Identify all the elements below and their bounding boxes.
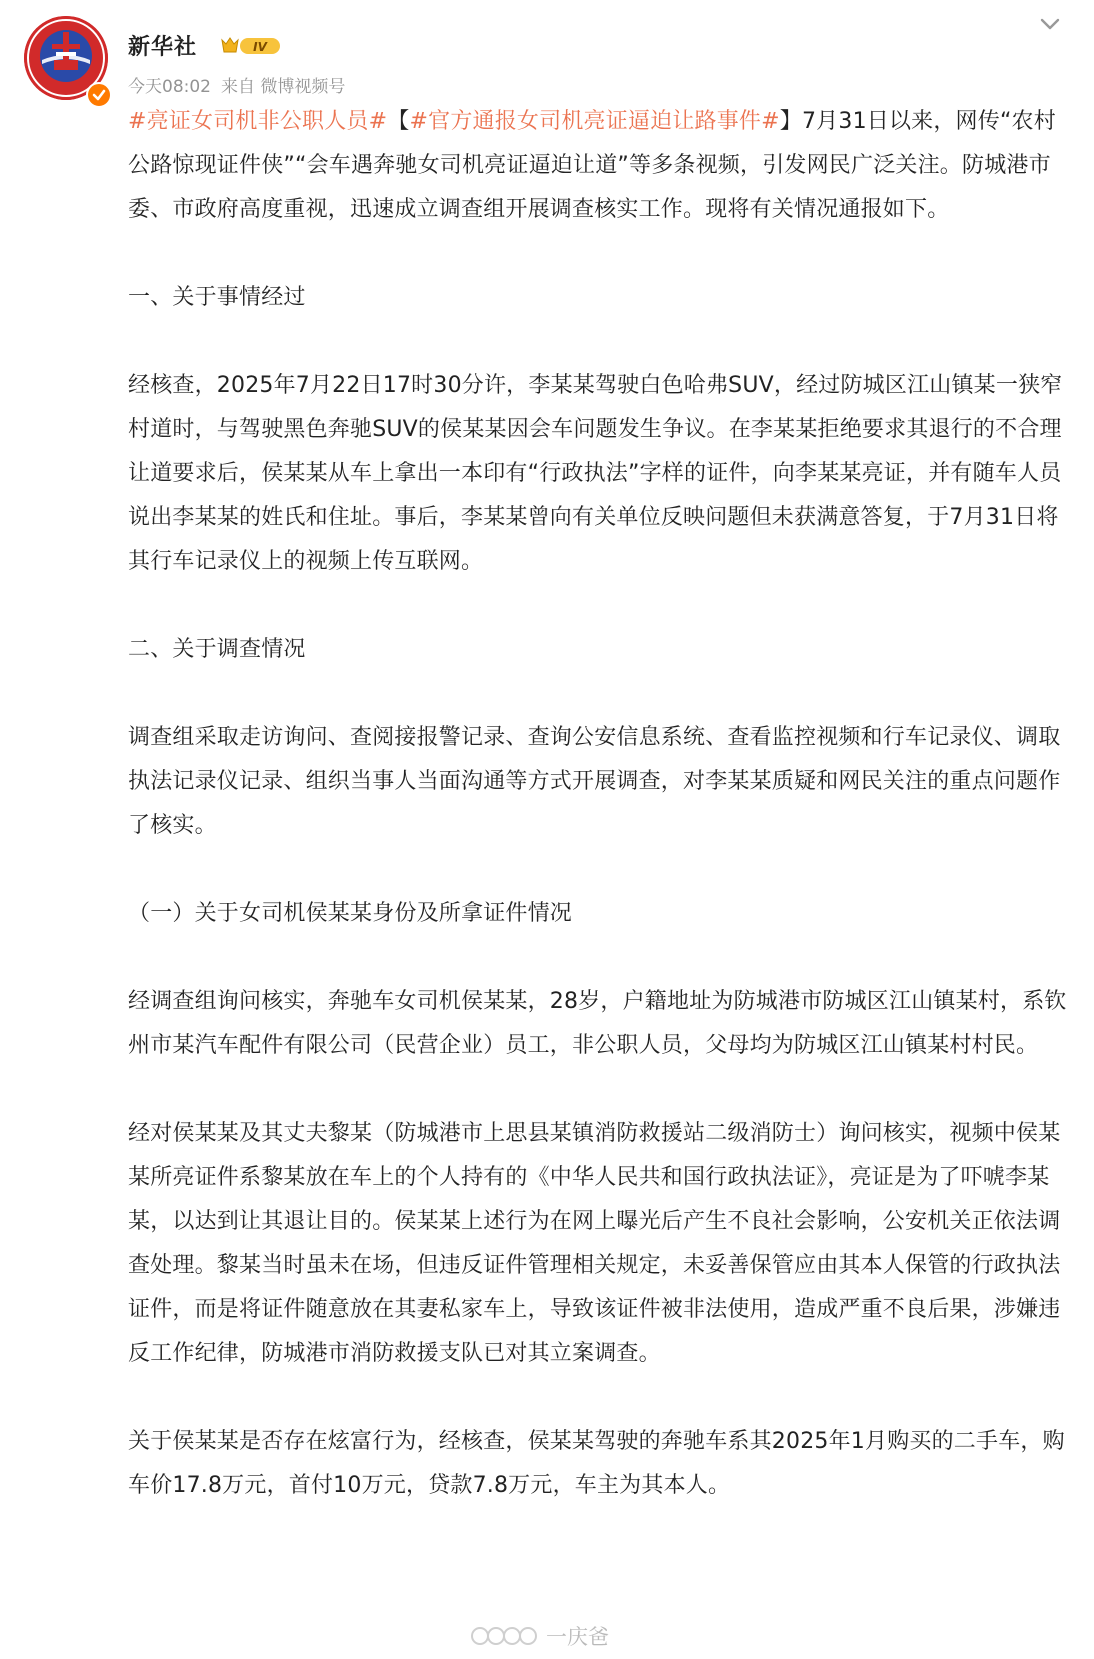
watermark-text: 一庆爸 [546,1625,609,1649]
paragraph: 关于侯某某是否存在炫富行为，经核查，侯某某驾驶的奔驰车系其2025年1月购买的二手车，购车价17.8万元，首付10万元，贷款7.8万元，车主为其本人。 [128,1429,1065,1498]
post-source[interactable]: 来自 微博视频号 [221,77,346,97]
post-meta [128,72,345,97]
hashtag-link[interactable]: #官方通报女司机亮证逼迫让路事件# [409,109,780,134]
post-time: 今天08:02 [128,77,211,97]
post-body [128,100,1074,1552]
paragraph: 经对侯某某及其丈夫黎某（防城港市上思县某镇消防救援站二级消防士）询问核实，视频中侯某某所亮证件系黎某放在车上的个人持有的《中华人民共和国行政执法证》，亮证是为了吓唬李某某，以达到让其退让目的。侯某某上述行为在网上曝光后产生不良社会影响，公安机关正依法调查处理。黎某当时虽未在场，但违反证件管理相关规定，未妥善保管应由其本人保管的行政执法证件，而是将证件随意放在其妻私家车上，导致该证件被非法使用，造成严重不良后果，涉嫌违反工作纪律，防城港市消防救援支队已对其立案调查。 [128,1121,1061,1366]
author-name[interactable]: 新华社 [128,35,198,60]
paragraph: 经核查，2025年7月22日17时30分许，李某某驾驶白色哈弗SUV，经过防城区江山镇某一狭窄村道时，与驾驶黑色奔驰SUV的侯某某因会车问题发生争议。在李某某拒绝要求其退行的不合理让道要求后，侯某某从车上拿出一本印有“行政执法”字样的证件，向李某某亮证，并有随车人员说出李某某的姓氏和住址。事后，李某某曾向有关单位反映问题但未获满意答复，于7月31日将其行车记录仪上的视频上传互联网。 [128,373,1063,574]
paragraph: 经调查组询问核实，奔驰车女司机侯某某，28岁，户籍地址为防城港市防城区江山镇某村，系钦州市某汽车配件有限公司（民营企业）员工，非公职人员，父母均为防城区江山镇某村村民。 [128,989,1067,1058]
section-heading: 一、关于事情经过 [128,285,306,310]
watermark-logo-icon [468,1624,540,1648]
watermark [468,1618,609,1654]
bracket-open: 【 [387,109,410,134]
intro-text: 7月31日以来，网传“农村公路惊现证件侠”“会车遇奔驰女司机亮证逼迫让道”等多条视频，引发网民广泛关注。防城港市委、市政府高度重视，迅速成立调查组开展调查核实工作。现将有关情况通报如下。 [128,109,1056,222]
paragraph: 调查组采取走访询问、查阅接报警记录、查询公安信息系统、查看监控视频和行车记录仪、调取执法记录仪记录、组织当事人当面沟通等方式开展调查，对李某某质疑和网民关注的重点问题作了核实。 [128,725,1061,838]
verified-badge-icon [86,82,112,108]
subsection-heading: （一）关于女司机侯某某身份及所拿证件情况 [128,901,573,926]
intro-paragraph [128,100,1074,232]
chevron-down-icon[interactable] [1038,12,1062,36]
hashtag-link[interactable]: #亮证女司机非公职人员# [128,109,388,134]
section-heading: 二、关于调查情况 [128,637,306,662]
level-badge[interactable] [218,34,284,58]
level-label: IV [253,40,267,54]
bracket-close: 】 [779,109,802,134]
